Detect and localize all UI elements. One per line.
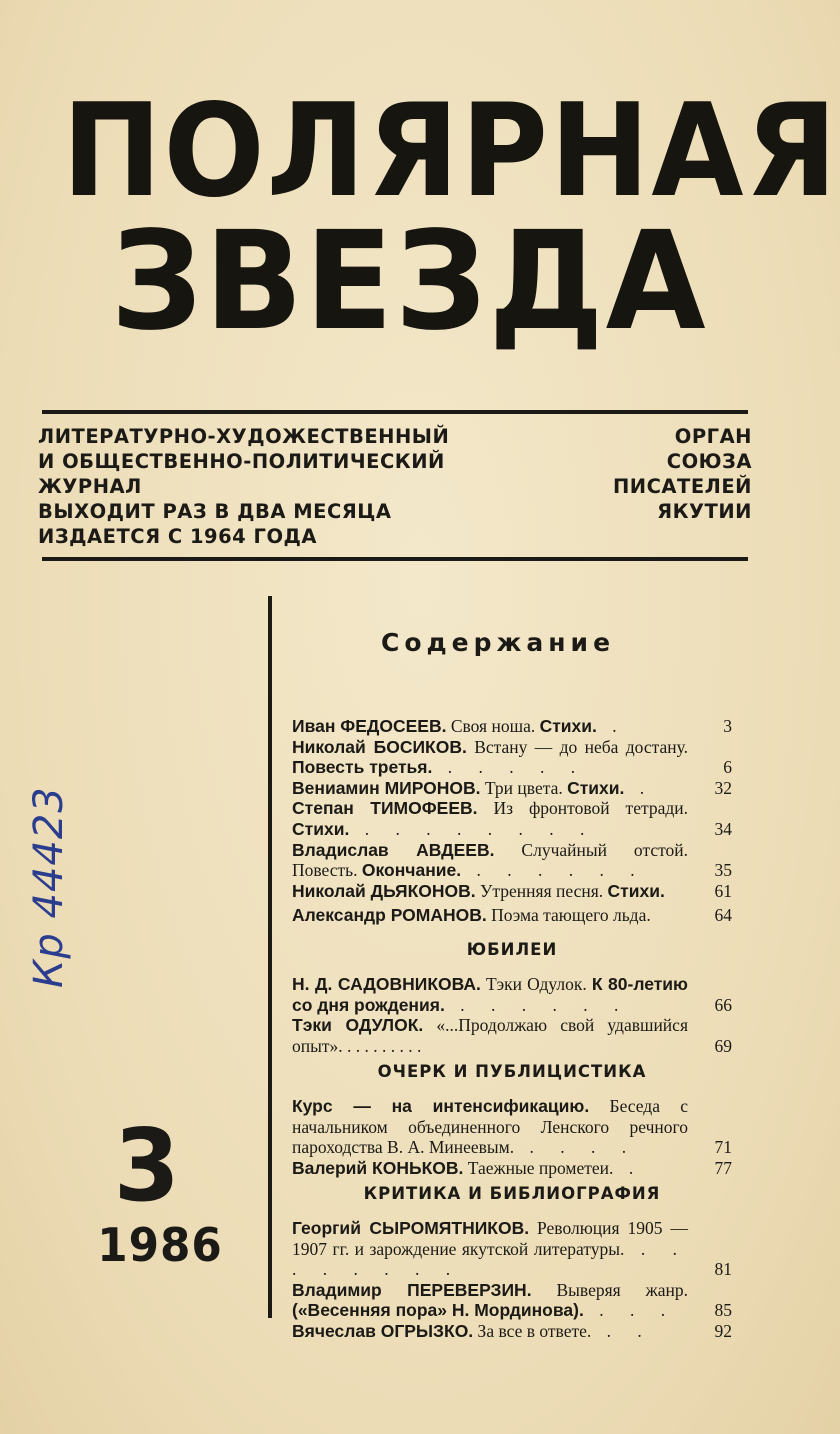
toc-group-criticism (292, 1218, 732, 1342)
entry-title: «...Продолжаю свой удавшийся опыт». . . . . . . . . . (292, 1015, 688, 1056)
entry-title: Случайный отстой. Повесть. (292, 839, 688, 881)
handwritten-accession-number: Кр 44423 (26, 786, 72, 988)
entry-genre: Стихи. (539, 716, 597, 736)
masthead-title-line2: ЗВЕЗДА (110, 203, 708, 361)
dot-leader: . . . . (514, 1137, 638, 1158)
description-line: ВЫХОДИТ РАЗ В ДВА МЕСЯЦА (38, 500, 392, 523)
entry-author: Николай БОСИКОВ. (292, 736, 467, 757)
entry-title: Революция 1905 —1907 гг. и зарождение якутской литературы. (292, 1218, 688, 1259)
entry-author: Валерий КОНЬКОВ. (292, 1157, 464, 1178)
entry-title: Встану — до неба достану. (466, 736, 688, 757)
dot-leader: . (613, 1157, 645, 1178)
entry-title: Беседа с начальником объединенного Ленского речного пароходства В. А. Минеевым. (292, 1096, 688, 1158)
section-heading-essay: ОЧЕРК И ПУБЛИЦИСТИКА (377, 1062, 647, 1081)
entry-author: Владислав АВДЕЕВ. (292, 839, 495, 860)
entry-author: Степан ТИМОФЕЕВ. (292, 798, 478, 819)
toc-entry (292, 905, 732, 926)
entry-page: 85 (714, 1300, 732, 1321)
entry-genre: Стихи. (607, 880, 665, 901)
toc-group-main (292, 716, 732, 901)
dot-leader: . . . . . . . . (349, 818, 596, 839)
entry-genre: К 80-летию со дня рождения. (292, 974, 688, 1015)
entry-title: Три цвета. (480, 777, 568, 798)
entry-author: Николай ДЬЯКОНОВ. (292, 880, 476, 901)
vertical-divider (268, 596, 272, 1318)
toc-entry (292, 1321, 732, 1342)
entry-page: 81 (714, 1259, 732, 1280)
description-line: ЛИТЕРАТУРНО-ХУДОЖЕСТВЕННЫЙ (38, 425, 450, 448)
bottom-divider (42, 557, 748, 561)
toc-entry (292, 716, 732, 737)
dot-leader: . . . . . . (461, 860, 646, 881)
dot-leader: . . . . . (432, 757, 587, 778)
entry-page: 3 (723, 716, 732, 736)
publisher-info (613, 424, 752, 524)
entry-page: 61 (714, 880, 732, 901)
publisher-line: ЯКУТИИ (657, 500, 752, 523)
entry-page: 92 (714, 1320, 732, 1341)
entry-author: Вениамин МИРОНОВ. (292, 777, 481, 798)
entry-title: Утренняя песня. (475, 880, 608, 901)
entry-author: Курс — на интенсификацию. (292, 1096, 590, 1116)
entry-title: Из фронтовой тетради. (477, 798, 688, 819)
toc-entry (292, 737, 732, 778)
description-line: ИЗДАЕТСЯ С 1964 ГОДА (38, 525, 317, 548)
entry-page: 32 (714, 777, 732, 798)
section-heading-criticism: КРИТИКА И БИБЛИОГРАФИЯ (363, 1184, 661, 1203)
toc-title: Содержание (380, 628, 616, 657)
masthead-title-line1: ПОЛЯРНАЯ (61, 77, 839, 226)
entry-genre: («Весенняя пора» Н. Мординова). (292, 1300, 584, 1321)
publisher-line: ПИСАТЕЛЕЙ (612, 475, 752, 498)
entry-title: Выверяя жанр. (531, 1279, 688, 1300)
entry-author: Владимир ПЕРЕВЕРЗИН. (292, 1279, 532, 1300)
description-line: ЖУРНАЛ (38, 475, 142, 498)
toc-entry (292, 1158, 732, 1179)
entry-author: Вячеслав ОГРЫЗКО. (292, 1320, 474, 1341)
entry-genre: Окончание. (361, 860, 462, 881)
toc-group-essay (292, 1096, 732, 1178)
toc-entry (292, 1280, 732, 1321)
toc-entry (292, 1096, 732, 1158)
issue-number: 3 (113, 1107, 180, 1224)
publisher-line: ОРГАН (674, 425, 752, 448)
entry-page: 64 (714, 905, 732, 925)
entry-author: Георгий СЫРОМЯТНИКОВ. (292, 1218, 530, 1238)
toc-entry (292, 840, 732, 881)
entry-author: Н. Д. САДОВНИКОВА. (292, 974, 481, 994)
dot-leader: . . (591, 1320, 653, 1341)
entry-page: 66 (714, 994, 732, 1015)
publisher-line: СОЮЗА (666, 450, 752, 473)
toc-group-jubilee (292, 974, 732, 1056)
entry-genre: Стихи. (292, 818, 350, 839)
entry-genre: Повесть третья. (292, 757, 433, 778)
toc-entry (292, 881, 732, 902)
section-heading-jubilee: ЮБИЛЕИ (466, 940, 558, 959)
entry-page: 69 (714, 1035, 732, 1056)
description-line: И ОБЩЕСТВЕННО-ПОЛИТИЧЕСКИЙ (38, 450, 445, 473)
entry-page: 77 (714, 1157, 732, 1178)
issue-year: 1986 (97, 1218, 223, 1272)
entry-author: Тэки ОДУЛОК. (292, 1015, 424, 1036)
toc-entry (292, 778, 732, 799)
entry-author: Александр РОМАНОВ. (292, 905, 487, 925)
entry-title: Поэма тающего льда. (486, 905, 651, 925)
entry-page: 35 (714, 860, 732, 881)
dot-leader: . (624, 777, 656, 798)
toc-entry (292, 1218, 732, 1280)
entry-page: 71 (714, 1137, 732, 1158)
dot-leader: . . . . . . (444, 994, 630, 1015)
entry-title: Таежные прометеи. (463, 1157, 614, 1178)
entry-page: 6 (723, 757, 732, 778)
toc-entry (292, 974, 732, 1015)
dot-leader: . . . . . . . . (292, 1238, 689, 1280)
journal-description (38, 424, 449, 549)
entry-page: 34 (714, 818, 732, 839)
entry-title: Тэки Одулок. (480, 974, 592, 994)
top-divider (42, 410, 748, 414)
toc-group-poem (292, 905, 732, 926)
entry-title: За все в ответе. (473, 1320, 592, 1341)
entry-author: Иван ФЕДОСЕЕВ. (292, 716, 447, 736)
toc-entry (292, 798, 732, 839)
toc-entry (292, 1015, 732, 1056)
dot-leader: . . . (583, 1300, 677, 1321)
entry-title: Своя ноша. (446, 716, 540, 736)
dot-leader: . (596, 716, 628, 736)
entry-genre: Стихи. (567, 777, 625, 798)
